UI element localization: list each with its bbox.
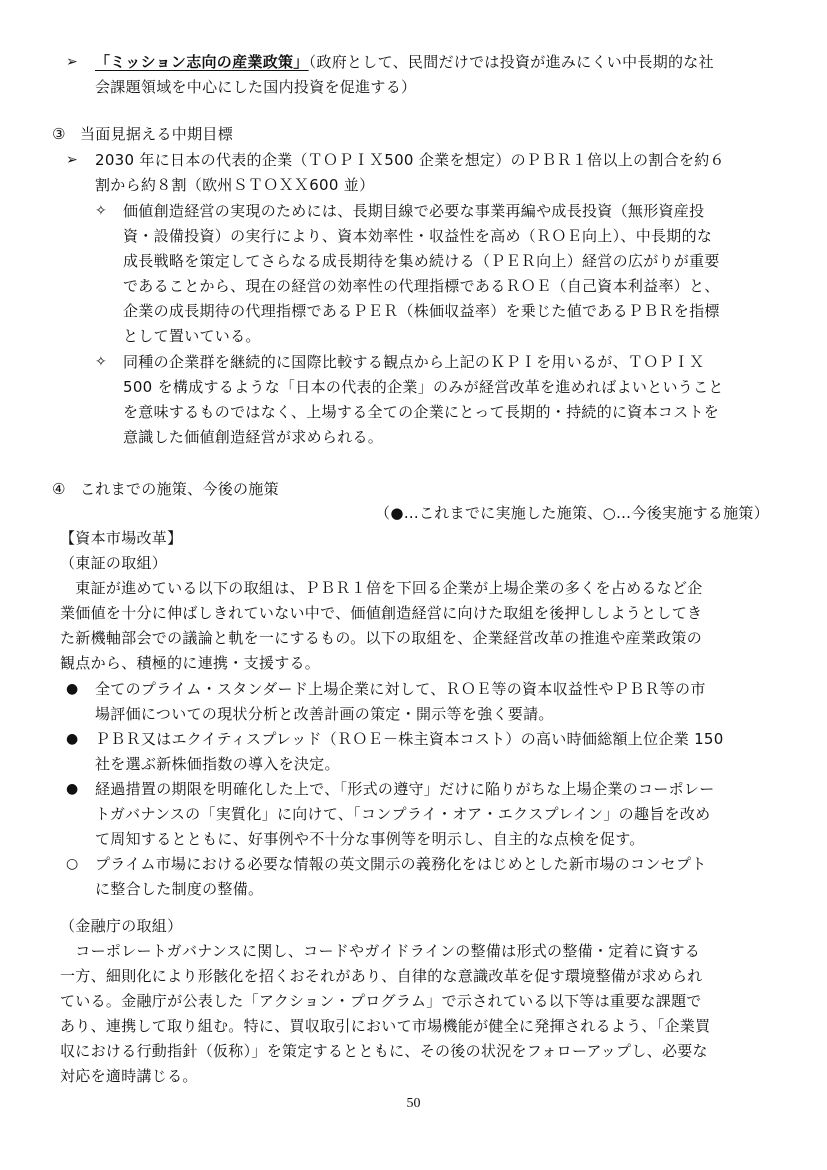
tse-intro-line: 東証が進めている以下の取組は、ＰＢＲ１倍を下回る企業が上場企業の多くを占めるなど企: [60, 579, 703, 597]
section3-title: 当面見据える中期目標: [80, 125, 234, 143]
bullet1-line: 場評価についての現状分析と改善計画の策定・開示等を強く要請。: [95, 705, 554, 723]
fsa-body-line: あり、連携して取り組む。特に、買収取引において市場機能が健全に発揮されるよう、「企業買: [60, 1017, 711, 1035]
top-item-bold: 「ミッション志向の産業政策」: [95, 53, 309, 71]
bullet2-line: ＰＢＲ又はエクイティスプレッド（ＲＯＥ－株主資本コスト）の高い時価総額上位企業 150: [95, 730, 724, 748]
tse-intro-line: 観点から、積極的に連携・支援する。: [60, 654, 321, 672]
page-number: 50: [406, 1096, 421, 1111]
bullet4-line: に整合した制度の整備。: [95, 880, 264, 898]
top-item-line1: [95, 52, 714, 72]
diamond-bullet-icon: ✧: [95, 203, 107, 219]
section4-legend: （●…これまでに実施した施策、○…今後実施する施策）: [375, 504, 769, 522]
fsa-body-line: コーポレートガバナンスに関し、コードやガイドラインの整備は形式の整備・定着に資する: [60, 942, 701, 960]
note1-line: 企業の成長期待の代理指標であるＰＥＲ（株価収益率）を乗じた値であるＰＢＲを指標: [123, 302, 720, 320]
note2-line: 同種の企業群を継続的に国際比較する観点から上記のＫＰＩを用いるが、ＴＯＰＩＸ: [123, 353, 705, 371]
section3-goal-line1: 2030 年に日本の代表的企業（ＴＯＰＩＸ500 企業を想定）のＰＢＲ１倍以上の割合を約６: [95, 151, 725, 169]
bullet2-line: 社を選ぶ新株価指数の導入を決定。: [95, 755, 340, 773]
bullet1-line: 全てのプライム・スタンダード上場企業に対して、ＲＯＥ等の資本収益性やＰＢＲ等の市: [95, 680, 706, 698]
tse-intro-line: 業価値を十分に伸ばしきれていない中で、価値創造経営に向けた取組を後押ししようとしてき: [60, 604, 703, 622]
bullet3-line: トガバナンスの「実質化」に向けて、「コンプライ・オア・エクスプレイン」の趣旨を改め: [95, 805, 711, 823]
section4-heading: 【資本市場改革】: [60, 529, 183, 547]
note1-line: 価値創造経営の実現のためには、長期目線で必要な事業再編や成長投資（無形資産投: [123, 202, 705, 220]
tse-heading: （東証の取組）: [60, 554, 168, 572]
top-item-line2: 会課題領域を中心にした国内投資を促進する）: [95, 78, 417, 96]
fsa-body-line: 対応を適時講じる。: [60, 1067, 198, 1085]
section3-number: ③: [52, 125, 66, 143]
note1-line: 成長戦略を策定してさらなる成長期待を集め続ける（ＰＥＲ向上）経営の広がりが重要: [123, 252, 720, 270]
top-item-rest: （政府として、民間だけでは投資が進みにくい中長期的な社: [308, 53, 714, 71]
filled-circle-bullet-icon: ●: [66, 781, 79, 797]
fsa-body-line: 収における行動指針（仮称）」を策定するとともに、その後の状況をフォローアップし、必要な: [60, 1042, 708, 1060]
fsa-body-line: 一方、細則化により形骸化を招くおそれがあり、自律的な意識改革を促す環境整備が求められ: [60, 967, 703, 985]
open-circle-bullet-icon: ○: [66, 856, 79, 872]
note2-line: 500 を構成するような「日本の代表的企業」のみが経営改革を進めればよいということ: [123, 378, 724, 396]
note1-line: として置いている。: [123, 327, 261, 345]
bullet3-line: て周知するとともに、好事例や不十分な事例等を明示し、自主的な点検を促す。: [95, 830, 645, 848]
arrow-bullet-icon: ➢: [66, 152, 78, 168]
note2-line: を意味するものではなく、上場する全ての企業にとって長期的・持続的に資本コストを: [123, 403, 720, 421]
section4-number: ④: [52, 480, 66, 498]
fsa-body-line: ている。金融庁が公表した「アクション・プログラム」で示されている以下等は重要な課題で: [60, 992, 702, 1010]
section3-goal-line2: 割から約８割（欧州ＳＴＯＸＸ600 並）: [95, 176, 375, 194]
fsa-heading: （金融庁の取組）: [60, 917, 183, 935]
arrow-bullet-icon: ➢: [66, 54, 78, 70]
diamond-bullet-icon: ✧: [95, 354, 107, 370]
bullet4-line: プライム市場における必要な情報の英文開示の義務化をはじめとした新市場のコンセプト: [95, 855, 707, 873]
tse-intro-line: た新機軸部会での議論と軌を一にするもの。以下の取組を、企業経営改革の推進や産業政策の: [60, 629, 703, 647]
note1-line: であることから、現在の経営の効率性の代理指標であるＲＯＥ（自己資本利益率）と、: [123, 277, 720, 295]
filled-circle-bullet-icon: ●: [66, 681, 79, 697]
filled-circle-bullet-icon: ●: [66, 731, 79, 747]
bullet3-line: 経過措置の期限を明確化した上で、「形式の遵守」だけに陥りがちな上場企業のコーポレー: [95, 780, 715, 798]
note2-line: 意識した価値創造経営が求められる。: [123, 428, 384, 446]
note1-line: 資・設備投資）の実行により、資本効率性・収益性を高め（ＲＯＥ向上）、中長期的な: [123, 227, 713, 245]
section4-title: これまでの施策、今後の施策: [80, 480, 279, 498]
